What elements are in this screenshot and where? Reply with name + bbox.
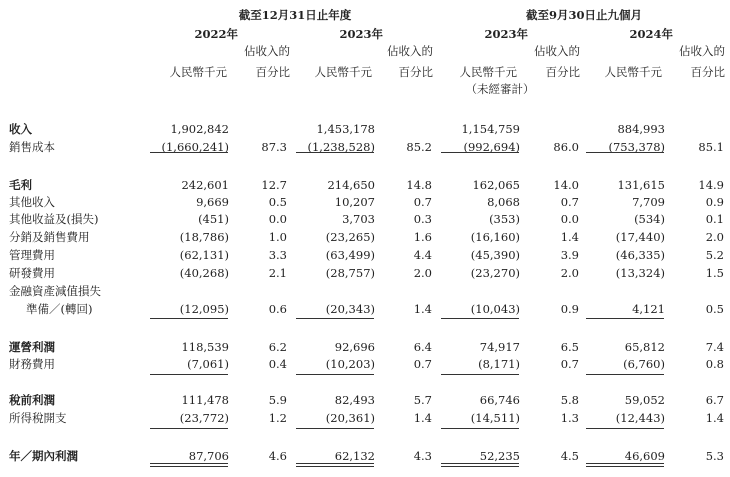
amount-cell: (353) xyxy=(489,212,520,226)
subtotal-rule xyxy=(586,374,664,375)
amount-cell: 118,539 xyxy=(181,340,229,354)
amount-cell: (17,440) xyxy=(615,230,665,244)
amount-cell: 92,696 xyxy=(334,340,375,354)
row-label: 金融資產減值損失 xyxy=(9,284,101,298)
percentage-cell: 0.0 xyxy=(560,212,579,226)
amount-cell: 4,121 xyxy=(632,302,665,316)
row-label-continued: 準備／(轉回) xyxy=(26,302,93,316)
header-year-2023-9m: 2023年 xyxy=(484,27,528,41)
row-label: 運營利潤 xyxy=(9,340,55,354)
amount-cell: (14,511) xyxy=(470,411,520,425)
percentage-cell: 5.7 xyxy=(413,393,432,407)
total-double-rule xyxy=(296,463,374,467)
pct-header-line1: 佔收入的 xyxy=(387,44,433,58)
percentage-cell: 14.0 xyxy=(553,178,579,192)
row-label: 其他收入 xyxy=(9,195,55,209)
subtotal-rule xyxy=(296,428,374,429)
amount-cell: 74,917 xyxy=(479,340,520,354)
subtotal-rule xyxy=(150,374,228,375)
percentage-cell: 1.3 xyxy=(560,411,579,425)
percentage-cell: 1.4 xyxy=(560,230,579,244)
amount-cell: 884,993 xyxy=(617,122,665,136)
amount-cell: (28,757) xyxy=(325,266,375,280)
subtotal-rule xyxy=(296,374,374,375)
amount-cell: 1,902,842 xyxy=(170,122,229,136)
percentage-cell: 4.3 xyxy=(413,449,432,463)
amount-cell: 1,154,759 xyxy=(461,122,520,136)
percentage-cell: 1.4 xyxy=(413,302,432,316)
subtotal-rule xyxy=(150,318,228,319)
percentage-cell: 6.7 xyxy=(705,393,724,407)
percentage-cell: 0.4 xyxy=(268,357,287,371)
percentage-cell: 0.7 xyxy=(413,357,432,371)
percentage-cell: 5.3 xyxy=(705,449,724,463)
percentage-cell: 4.6 xyxy=(268,449,287,463)
percentage-cell: 12.7 xyxy=(261,178,287,192)
amount-cell: (6,760) xyxy=(623,357,665,371)
percentage-cell: 0.1 xyxy=(705,212,724,226)
pct-header-line2: 百分比 xyxy=(690,65,725,79)
row-label: 毛利 xyxy=(9,178,32,192)
amount-cell: (1,660,241) xyxy=(161,140,229,154)
percentage-cell: 14.9 xyxy=(698,178,724,192)
percentage-cell: 0.3 xyxy=(413,212,432,226)
row-label: 研發費用 xyxy=(9,266,55,280)
percentage-cell: 1.2 xyxy=(268,411,287,425)
percentage-cell: 2.0 xyxy=(560,266,579,280)
percentage-cell: 2.0 xyxy=(705,230,724,244)
subtotal-rule xyxy=(441,318,519,319)
amount-cell: (63,499) xyxy=(325,248,375,262)
header-group-nine-months: 截至9月30日止九個月 xyxy=(525,8,642,22)
percentage-cell: 3.3 xyxy=(268,248,287,262)
percentage-cell: 3.9 xyxy=(560,248,579,262)
percentage-cell: 4.4 xyxy=(413,248,432,262)
row-label: 收入 xyxy=(9,122,32,136)
amount-cell: 9,669 xyxy=(196,195,229,209)
currency-unit-header: 人民幣千元 xyxy=(314,65,372,79)
amount-cell: (7,061) xyxy=(187,357,229,371)
row-label: 財務費用 xyxy=(9,357,55,371)
unaudited-note: （未經審計） xyxy=(465,82,535,96)
amount-cell: (451) xyxy=(198,212,229,226)
row-label: 銷售成本 xyxy=(9,140,55,154)
amount-cell: (534) xyxy=(634,212,665,226)
percentage-cell: 14.8 xyxy=(406,178,432,192)
amount-cell: 10,207 xyxy=(334,195,375,209)
percentage-cell: 0.7 xyxy=(560,357,579,371)
amount-cell: (46,335) xyxy=(615,248,665,262)
amount-cell: 59,052 xyxy=(624,393,665,407)
percentage-cell: 0.0 xyxy=(268,212,287,226)
pct-header-line1: 佔收入的 xyxy=(244,44,290,58)
amount-cell: 7,709 xyxy=(632,195,665,209)
pct-header-line1: 佔收入的 xyxy=(534,44,580,58)
percentage-cell: 2.0 xyxy=(413,266,432,280)
amount-cell: (753,378) xyxy=(608,140,665,154)
amount-cell: 242,601 xyxy=(181,178,229,192)
subtotal-rule xyxy=(296,318,374,319)
amount-cell: (23,772) xyxy=(179,411,229,425)
amount-cell: (992,694) xyxy=(463,140,520,154)
amount-cell: 46,609 xyxy=(624,449,665,463)
amount-cell: (45,390) xyxy=(470,248,520,262)
total-double-rule xyxy=(441,463,519,467)
currency-unit-header: 人民幣千元 xyxy=(459,65,517,79)
amount-cell: 52,235 xyxy=(479,449,520,463)
currency-unit-header: 人民幣千元 xyxy=(604,65,662,79)
amount-cell: (1,238,528) xyxy=(307,140,375,154)
percentage-cell: 85.2 xyxy=(406,140,432,154)
amount-cell: 87,706 xyxy=(188,449,229,463)
percentage-cell: 1.4 xyxy=(705,411,724,425)
percentage-cell: 1.6 xyxy=(413,230,432,244)
row-label: 所得稅開支 xyxy=(9,411,67,425)
percentage-cell: 7.4 xyxy=(705,340,724,354)
pct-header-line2: 百分比 xyxy=(545,65,580,79)
pct-header-line2: 百分比 xyxy=(398,65,433,79)
percentage-cell: 6.5 xyxy=(560,340,579,354)
amount-cell: 1,453,178 xyxy=(316,122,375,136)
subtotal-rule xyxy=(441,152,519,153)
amount-cell: 111,478 xyxy=(181,393,229,407)
pct-header-line2: 百分比 xyxy=(255,65,290,79)
amount-cell: (20,361) xyxy=(325,411,375,425)
amount-cell: 62,132 xyxy=(334,449,375,463)
percentage-cell: 87.3 xyxy=(261,140,287,154)
header-group-fiscal-year: 截至12月31日止年度 xyxy=(238,8,352,22)
percentage-cell: 86.0 xyxy=(553,140,579,154)
header-year-2022: 2022年 xyxy=(194,27,238,41)
amount-cell: (62,131) xyxy=(179,248,229,262)
amount-cell: (12,095) xyxy=(179,302,229,316)
subtotal-rule xyxy=(296,152,374,153)
header-year-2023: 2023年 xyxy=(339,27,383,41)
amount-cell: (23,270) xyxy=(470,266,520,280)
amount-cell: 65,812 xyxy=(624,340,665,354)
percentage-cell: 0.9 xyxy=(560,302,579,316)
amount-cell: (20,343) xyxy=(325,302,375,316)
row-label: 稅前利潤 xyxy=(9,393,55,407)
amount-cell: (12,443) xyxy=(615,411,665,425)
percentage-cell: 6.4 xyxy=(413,340,432,354)
total-double-rule xyxy=(150,463,228,467)
percentage-cell: 0.8 xyxy=(705,357,724,371)
amount-cell: 162,065 xyxy=(472,178,520,192)
subtotal-rule xyxy=(150,152,228,153)
amount-cell: (16,160) xyxy=(470,230,520,244)
amount-cell: 3,703 xyxy=(342,212,375,226)
percentage-cell: 0.5 xyxy=(705,302,724,316)
amount-cell: 66,746 xyxy=(479,393,520,407)
percentage-cell: 5.2 xyxy=(705,248,724,262)
header-year-2024-9m: 2024年 xyxy=(629,27,673,41)
percentage-cell: 5.8 xyxy=(560,393,579,407)
percentage-cell: 0.5 xyxy=(268,195,287,209)
amount-cell: 82,493 xyxy=(334,393,375,407)
subtotal-rule xyxy=(586,152,664,153)
percentage-cell: 0.7 xyxy=(560,195,579,209)
percentage-cell: 4.5 xyxy=(560,449,579,463)
percentage-cell: 5.9 xyxy=(268,393,287,407)
subtotal-rule xyxy=(441,428,519,429)
amount-cell: (18,786) xyxy=(179,230,229,244)
amount-cell: (10,203) xyxy=(325,357,375,371)
row-label: 其他收益及(損失) xyxy=(9,212,99,226)
percentage-cell: 6.2 xyxy=(268,340,287,354)
subtotal-rule xyxy=(586,318,664,319)
row-label: 管理費用 xyxy=(9,248,55,262)
amount-cell: (10,043) xyxy=(470,302,520,316)
row-label: 年／期內利潤 xyxy=(9,449,78,463)
amount-cell: (13,324) xyxy=(615,266,665,280)
currency-unit-header: 人民幣千元 xyxy=(169,65,227,79)
percentage-cell: 0.6 xyxy=(268,302,287,316)
amount-cell: 214,650 xyxy=(327,178,375,192)
amount-cell: (8,171) xyxy=(478,357,520,371)
pct-header-line1: 佔收入的 xyxy=(679,44,725,58)
percentage-cell: 85.1 xyxy=(698,140,724,154)
percentage-cell: 1.0 xyxy=(268,230,287,244)
amount-cell: (23,265) xyxy=(325,230,375,244)
total-double-rule xyxy=(586,463,664,467)
amount-cell: (40,268) xyxy=(179,266,229,280)
amount-cell: 8,068 xyxy=(487,195,520,209)
percentage-cell: 2.1 xyxy=(268,266,287,280)
amount-cell: 131,615 xyxy=(617,178,665,192)
percentage-cell: 0.7 xyxy=(413,195,432,209)
percentage-cell: 1.5 xyxy=(705,266,724,280)
subtotal-rule xyxy=(586,428,664,429)
row-label: 分銷及銷售費用 xyxy=(9,230,90,244)
subtotal-rule xyxy=(150,428,228,429)
subtotal-rule xyxy=(441,374,519,375)
percentage-cell: 0.9 xyxy=(705,195,724,209)
percentage-cell: 1.4 xyxy=(413,411,432,425)
